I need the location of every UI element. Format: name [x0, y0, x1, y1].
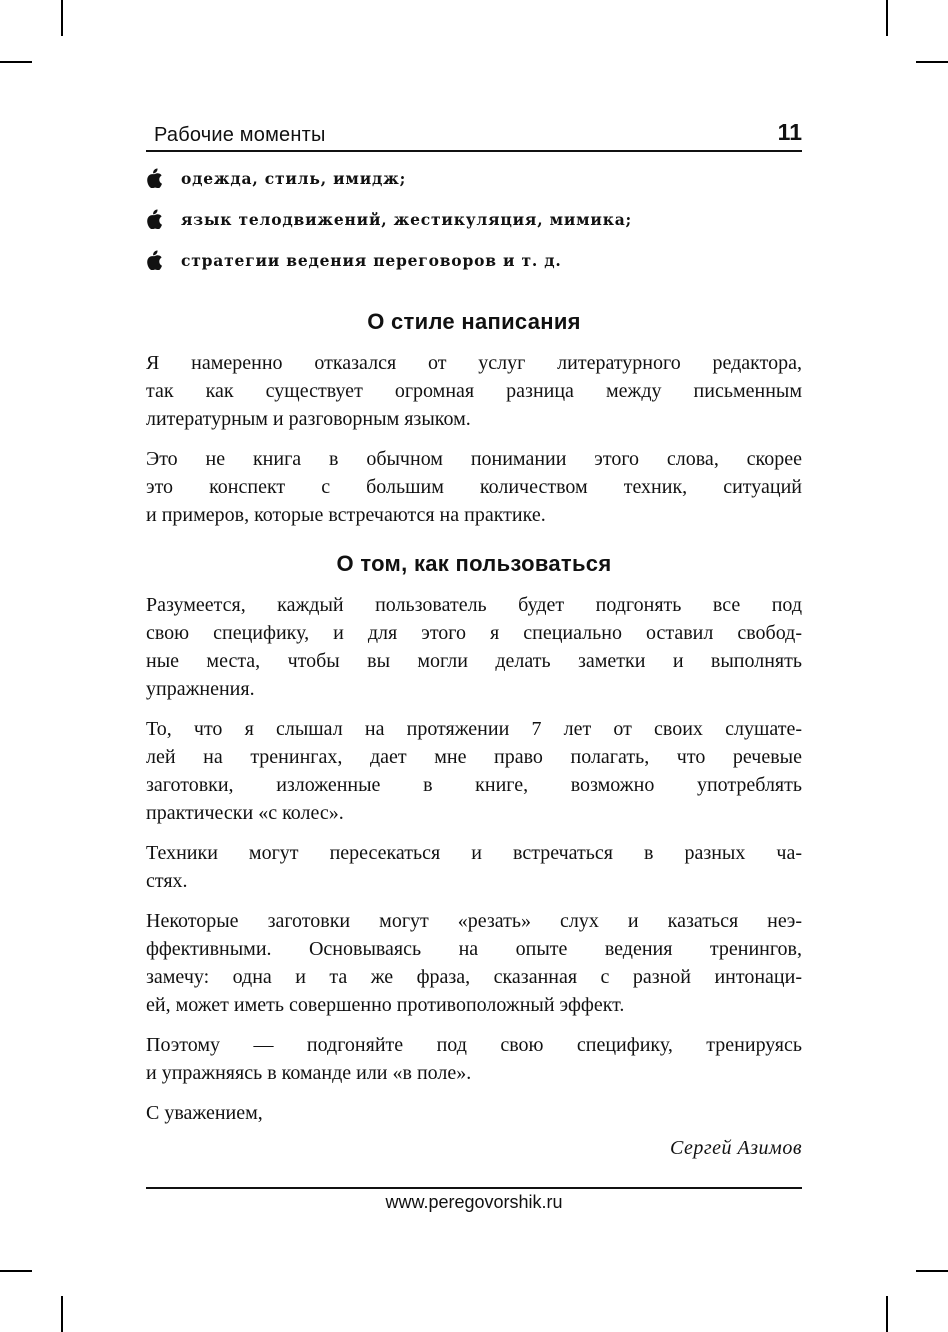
- page-number: 11: [777, 119, 802, 145]
- bullet-list: [146, 168, 802, 291]
- bullet-item: [146, 209, 802, 250]
- bullet-text: язык телодвижений, жестикуляция, мимика;: [181, 210, 633, 229]
- section-heading-how-to-use: О том, как пользоваться: [336, 551, 612, 576]
- running-title: Рабочие моменты: [154, 124, 326, 146]
- crop-mark-bottom-right-h: [916, 1270, 948, 1272]
- running-header: [146, 118, 802, 152]
- paragraph: Это не книга в обычном понимании этого слова, скорее это конспект с большим количеством техник, ситуаций и примеров, которые встречаются на практике.: [146, 448, 802, 526]
- crop-mark-bottom-left-h: [0, 1270, 32, 1272]
- paragraph: Я намеренно отказался от услуг литературного редактора, так как существует огромная разница между письменным литературным и разговорным языком.: [146, 352, 802, 430]
- section-heading-writing-style: О стиле написания: [367, 309, 581, 334]
- paragraph: Техники могут пересекаться и встречаться в разных ча- стях.: [146, 842, 802, 892]
- bullet-text: стратегии ведения переговоров и т. д.: [181, 251, 562, 270]
- apple-icon: [146, 250, 162, 270]
- crop-mark-top-right-h: [916, 61, 948, 63]
- paragraph: Некоторые заготовки могут «резать» слух и казаться неэ- ффективными. Основываясь на опыте ведения тренингов, замечу: одна и та же фраза, сказанная с разной интонаци- ей, может иметь совершенно противоположный эффект.: [146, 910, 802, 1016]
- bullet-text: одежда, стиль, имидж;: [181, 169, 407, 188]
- crop-mark-bottom-left: [61, 1296, 63, 1332]
- paragraph: Разумеется, каждый пользователь будет подгонять все под свою специфику, и для этого я специально оставил свобод- ные места, чтобы вы могли делать заметки и выполнять упражнения.: [146, 594, 802, 700]
- crop-mark-bottom-right: [886, 1296, 888, 1332]
- paragraph: То, что я слышал на протяжении 7 лет от своих слушате- лей на тренингах, дает мне право полагать, что речевые заготовки, изложенные в книге, возможно употреблять практически «с колес».: [146, 718, 802, 824]
- bullet-item: [146, 168, 802, 209]
- salutation: С уважением,: [146, 1102, 263, 1124]
- footer-divider: [146, 1187, 802, 1189]
- apple-icon: [146, 209, 162, 229]
- crop-mark-top-left-h: [0, 61, 32, 63]
- author-signature: Сергей Азимов: [670, 1137, 802, 1159]
- crop-mark-top-left: [61, 0, 63, 36]
- footer-url: www.peregovorshik.ru: [385, 1192, 563, 1212]
- page-content: [146, 118, 802, 1160]
- paragraph: Поэтому — подгоняйте под свою специфику, тренируясь и упражняясь в команде или «в поле».: [146, 1034, 802, 1084]
- bullet-item: [146, 250, 802, 291]
- apple-icon: [146, 168, 162, 188]
- crop-mark-top-right: [886, 0, 888, 36]
